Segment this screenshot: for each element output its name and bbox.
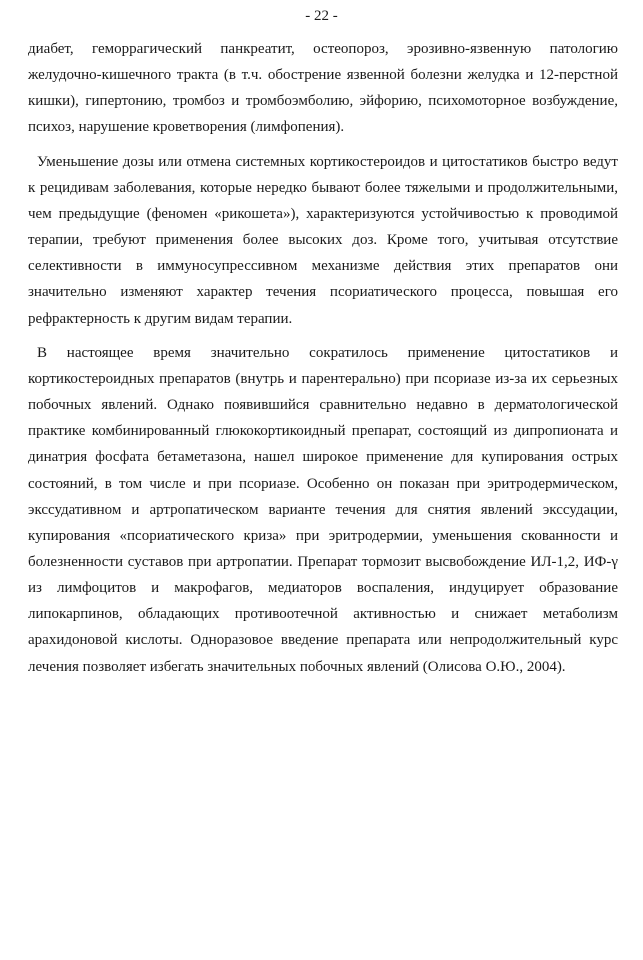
document-body: [28, 36, 618, 680]
paragraph-side-effects-continued: диабет, геморрагический панкреатит, остеопороз, эрозивно-язвенную патологию желудочно-кишечного тракта (в т.ч. обострение язвенной болезни желудка и 12-перстной кишки), гипертонию, тромбоз и тромбоэмболию, эйфорию, психомоторное возбуждение, психоз, нарушение кроветворения (лимфопения).: [28, 41, 618, 136]
paragraph-betamethasone: В настоящее время значительно сократилось применение цитостатиков и кортикостероидных препаратов (внутрь и парентерально) при псориазе из-за их серьезных побочных явлений. Однако появившийся сравнительно недавно в дерматологической практике комбинированный глюкокортикоидный препарат, состоящий из дипропионата и динатрия фосфата бетаметазона, нашел широкое применение для купирования острых состояний, в том числе и при псориазе. Особенно он показан при эритродермическом, экссудативном и артропатическом варианте течения для снятия явлений экссудации, купирования «псориатического криза» при эритродермии, уменьшения скованности и болезненности суставов при артропатии. Препарат тормозит высвобождение ИЛ-1,2, ИФ-γ из лимфоцитов и макрофагов, медиаторов воспаления, индуцирует образование липокарпинов, обладающих противоотечной активностью и снижает метаболизм арахидоновой кислоты. Одноразовое введение препарата или непродолжительный курс лечения позволяет избегать значительных побочных явлений (Олисова О.Ю., 2004).: [28, 344, 618, 675]
paragraph-dose-reduction: Уменьшение дозы или отмена системных кортикостероидов и цитостатиков быстро ведут к рецидивам заболевания, которые нередко бывают более тяжелыми и продолжительными, чем предыдущие (феномен «рикошета»), характеризуются устойчивостью к проводимой терапии, требуют применения более высоких доз. Кроме того, учитывая отсутствие селективности в иммуносупрессивном механизме действия этих препаратов они значительно изменяют характер течения псориатического процесса, повышая его рефрактерность к другим видам терапии.: [28, 153, 618, 327]
page-number: - 22 -: [305, 8, 338, 24]
